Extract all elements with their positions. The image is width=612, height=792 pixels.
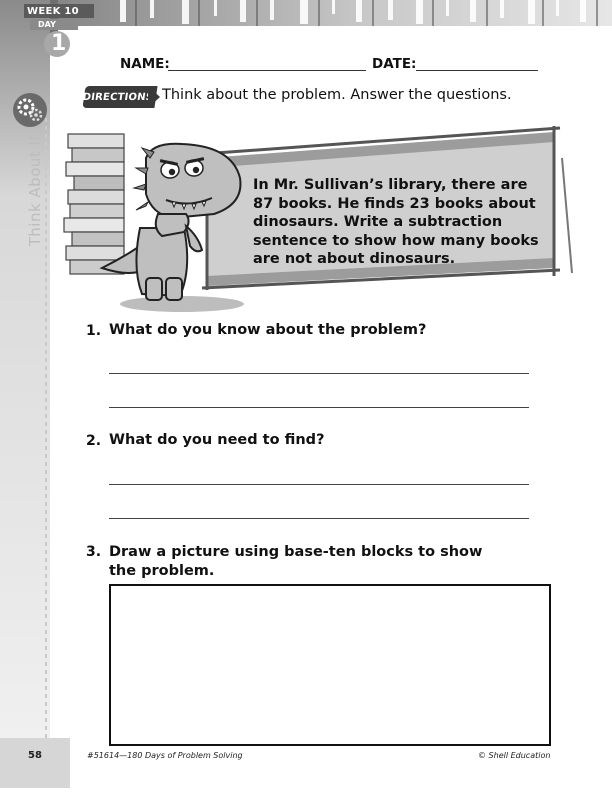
problem-line-2: 87 books. He finds 23 books about xyxy=(253,195,536,212)
question-3-text xyxy=(109,543,482,581)
date-field[interactable] xyxy=(416,70,538,71)
footer-bar xyxy=(0,738,612,788)
problem-statement xyxy=(253,176,553,269)
problem-line-4: sentence to show how many books xyxy=(253,232,539,249)
question-3-text-line-1: Draw a picture using base-ten blocks to show xyxy=(109,544,483,560)
answer-line-1b[interactable] xyxy=(109,407,529,408)
footer-publication: #51614—180 Days of Problem Solving xyxy=(87,751,243,760)
question-3-text-line-2: the problem. xyxy=(109,563,215,579)
footer-copyright: © Shell Education xyxy=(478,751,551,760)
day-number: 1 xyxy=(51,31,67,56)
directions-text: Think about the problem. Answer the questions. xyxy=(162,87,512,103)
answer-line-2a[interactable] xyxy=(109,484,529,485)
question-1-text: What do you know about the problem? xyxy=(109,322,427,338)
question-2-text: What do you need to find? xyxy=(109,432,325,448)
question-2-number: 2. xyxy=(86,433,102,449)
question-3-number: 3. xyxy=(86,544,102,560)
answer-line-2b[interactable] xyxy=(109,518,529,519)
problem-line-3: dinosaurs. Write a subtraction xyxy=(253,214,503,230)
date-label: DATE: xyxy=(372,56,417,72)
question-1-number: 1. xyxy=(86,323,102,339)
emphasis-not: not xyxy=(284,251,313,267)
directions-tag: DIRECTIONS: xyxy=(82,86,157,108)
sidebar-title: Think About It! xyxy=(26,127,44,247)
answer-line-1a[interactable] xyxy=(109,373,529,374)
day-label: DAY xyxy=(38,20,56,29)
problem-line-5: are not about dinosaurs. xyxy=(253,251,456,267)
name-label: NAME: xyxy=(120,56,170,72)
page-number: 58 xyxy=(28,750,42,761)
week-label: WEEK 10 xyxy=(27,6,79,17)
name-field[interactable] xyxy=(168,70,366,71)
problem-line-1: In Mr. Sullivan’s library, there are xyxy=(253,177,528,193)
drawing-box[interactable] xyxy=(109,584,551,746)
directions-arrow-icon xyxy=(148,86,160,108)
